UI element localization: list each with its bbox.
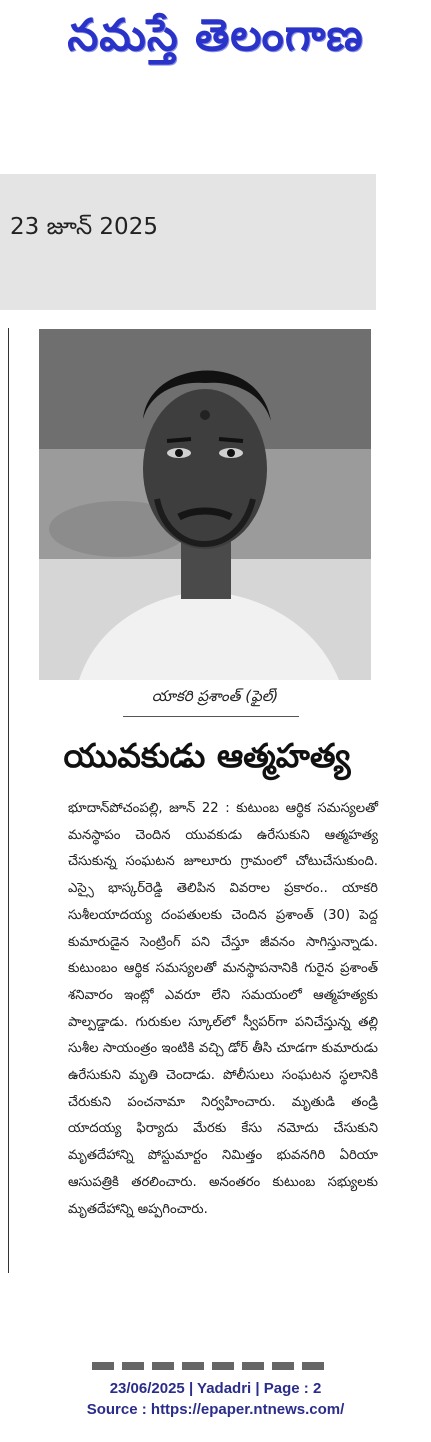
footer-source-link[interactable]: Source : https://epaper.ntnews.com/ — [86, 1401, 345, 1418]
article-body: భూదాన్‌పోచంపల్లి, జూన్ 22 : కుటుంబ ఆర్థిక సమస్యలతో మనస్థాపం చెందిన యువకుడు ఉరేసుకుని ఆత్మహత్య చేసుకున్న సంఘటన జూలూరు గ్రామంలో చోటుచేసుకుంది. ఎస్సై భాస్కర్‌రెడ్డి తెలిపిన వివరాల ప్రకారం.. యాకరి సుశీలయాదయ్య దంపతులకు చెందిన ప్రశాంత్ (30) పెద్ద కుమారుడైన సెంట్రింగ్ పని చేస్తూ జీవనం సాగిస్తున్నాడు. కుటుంబం ఆర్థిక సమస్యలతో మనస్థాపనానికి గురైన ప్రశాంత్ శనివారం ఇంట్లో ఎవరూ లేని సమయంలో ఆత్మహత్యకు పాల్పడ్డాడు. గురుకుల స్కూల్‌లో స్వీపర్‌గా పనిచేస్తున్న తల్లి సుశీల సాయంత్రం ఇంటికి వచ్చి డోర్ తీసి చూడగా కుమారుడు ఉరేసుకుని మృతి చెందాడు. పోలీసులు సంఘటన స్థలానికి చేరుకుని పంచనామా నిర్వహించారు. మృతుడి తండ్రి యాదయ్య ఫిర్యాదు మేరకు కేసు నమోదు చేసుకుని మృతదేహాన్ని పోస్టుమార్టం నిమిత్తం భువనగిరి ఏరియా ఆసుపత్రికి తరలించారు. అనంతరం కుటుంబ సభ్యులకు మృతదేహాన్ని అప్పగించారు. — [68, 801, 378, 1217]
truncated-next-headline — [92, 1362, 324, 1370]
photo-caption: యాకరి ప్రశాంత్ (ఫైల్) — [151, 687, 279, 705]
footer-meta: 23/06/2025 | Yadadri | Page : 2 — [109, 1380, 322, 1397]
article-headline: యువకుడు ఆత్మహత్య — [63, 736, 351, 775]
page-footer — [0, 1378, 431, 1420]
newspaper-logo: నమస్తే తెలంగాణ — [67, 10, 364, 61]
portrait-image — [39, 329, 371, 680]
masthead — [0, 0, 431, 80]
edition-date: 23 జూన్ 2025 — [10, 214, 158, 240]
column-divider — [8, 328, 9, 1273]
caption-underline — [123, 716, 299, 717]
edition-date-band — [0, 174, 376, 310]
article-photo — [39, 329, 371, 680]
